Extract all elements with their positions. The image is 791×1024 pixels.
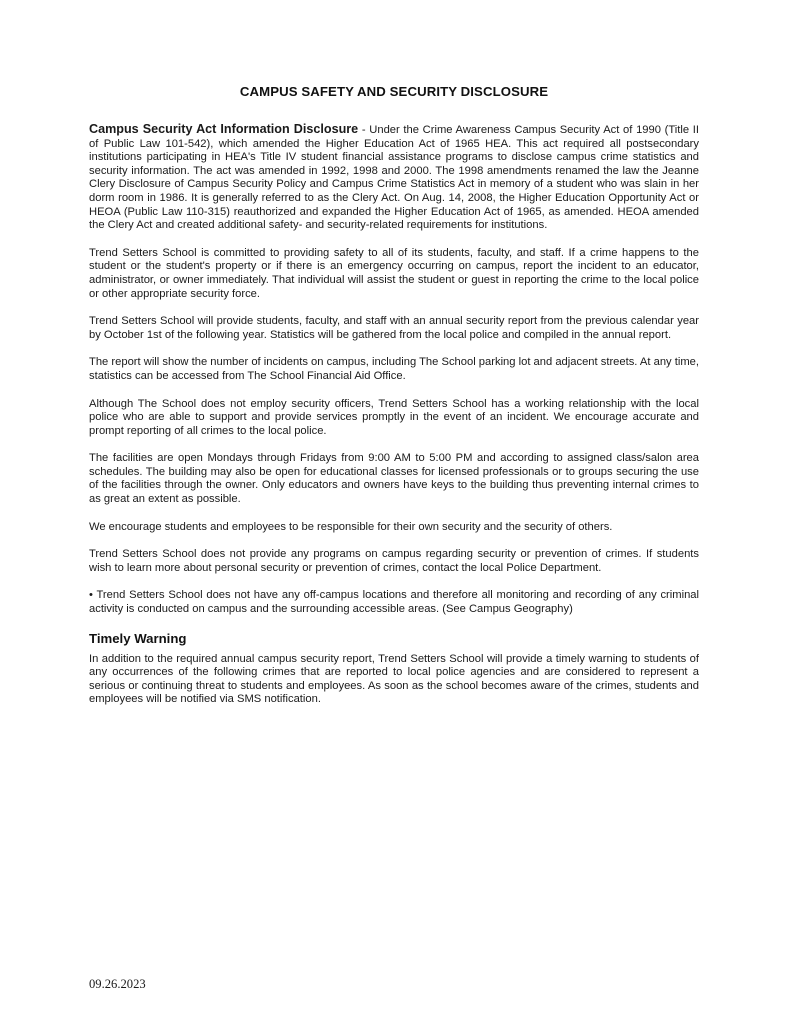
paragraph-off-campus: • Trend Setters School does not have any off-campus locations and therefore all monitoring and recording of any criminal activity is conducted on campus and the surrounding accessible areas. (See Campus Geography)	[89, 589, 699, 616]
paragraph-police-relationship: Although The School does not employ security officers, Trend Setters School has a working relationship with the local police who are able to support and provide services promptly in the event of an incident. We encourage accurate and prompt reporting of all crimes to the local police.	[89, 397, 699, 437]
paragraph-annual-report: Trend Setters School will provide students, faculty, and staff with an annual security report from the previous calendar year by October 1st of the following year. Statistics will be gathered from the local police and compiled in the annual report.	[89, 315, 699, 341]
paragraph-facility-hours: The facilities are open Mondays through Fridays from 9:00 AM to 5:00 PM and according to assigned class/salon area schedules. The building may also be open for educational classes for licensed professionals or to groups securing the use of the facilities through the owner. Only educators and owners have keys to the building thus preventing internal crimes to as great an extent as possible.	[89, 452, 699, 506]
intro-text: - Under the Crime Awareness Campus Security Act of 1990 (Title II of Public Law 101-542), which amended the Higher Education Act of 1965 HEA. This act required all postsecondary institutions participating in HEA's Title IV student financial assistance programs to disclose campus crime statistics and security information. The act was amended in 1992, 1998 and 2000. The 1998 amendments renamed the law the Jeanne Clery Disclosure of Campus Security Policy and Campus Crime Statistics Act in memory of a student who was slain in her dorm room in 1986. It is generally referred to as the Clery Act. On Aug. 14, 2008, the Higher Education Opportunity Act or HEOA (Public Law 110-315) reauthorized and expanded the Higher Education Act of 1965, as amended. HEOA amended the Clery Act and created additional safety- and security-related requirements for institutions.	[89, 124, 699, 232]
timely-warning-paragraph: In addition to the required annual campus security report, Trend Setters School will provide a timely warning to students of any occurrences of the following crimes that are reported to local police agencies and are considered to represent a serious or continuing threat to students and employees. As soon as the school becomes aware of the crimes, students and employees will be notified via SMS notification.	[89, 652, 699, 706]
paragraph-responsibility: We encourage students and employees to be responsible for their own security and the security of others.	[89, 520, 613, 533]
paragraph-safety-commitment: Trend Setters School is committed to providing safety to all of its students, faculty, and staff. If a crime happens to the student or the student's property or if there is an emergency occurring on campus, report the incident to an educator, administrator, or owner immediately. That individual will assist the student or guest in reporting the crime to the local police or other appropriate security force.	[89, 246, 699, 300]
footer-date: 09.26.2023	[89, 977, 146, 991]
paragraph-programs: Trend Setters School does not provide any programs on campus regarding security or prevention of crimes. If students wish to learn more about personal security or prevention of crimes, contact the local Police Department.	[89, 548, 699, 574]
intro-paragraph	[89, 123, 699, 233]
timely-warning-heading: Timely Warning	[89, 630, 187, 646]
page-title: CAMPUS SAFETY AND SECURITY DISCLOSURE	[239, 84, 549, 99]
intro-lead: Campus Security Act Information Disclosure	[89, 122, 359, 136]
paragraph-report-contents: The report will show the number of incidents on campus, including The School parking lot and adjacent streets. At any time, statistics can be accessed from The School Financial Aid Office.	[89, 356, 699, 382]
document-page	[89, 84, 699, 721]
